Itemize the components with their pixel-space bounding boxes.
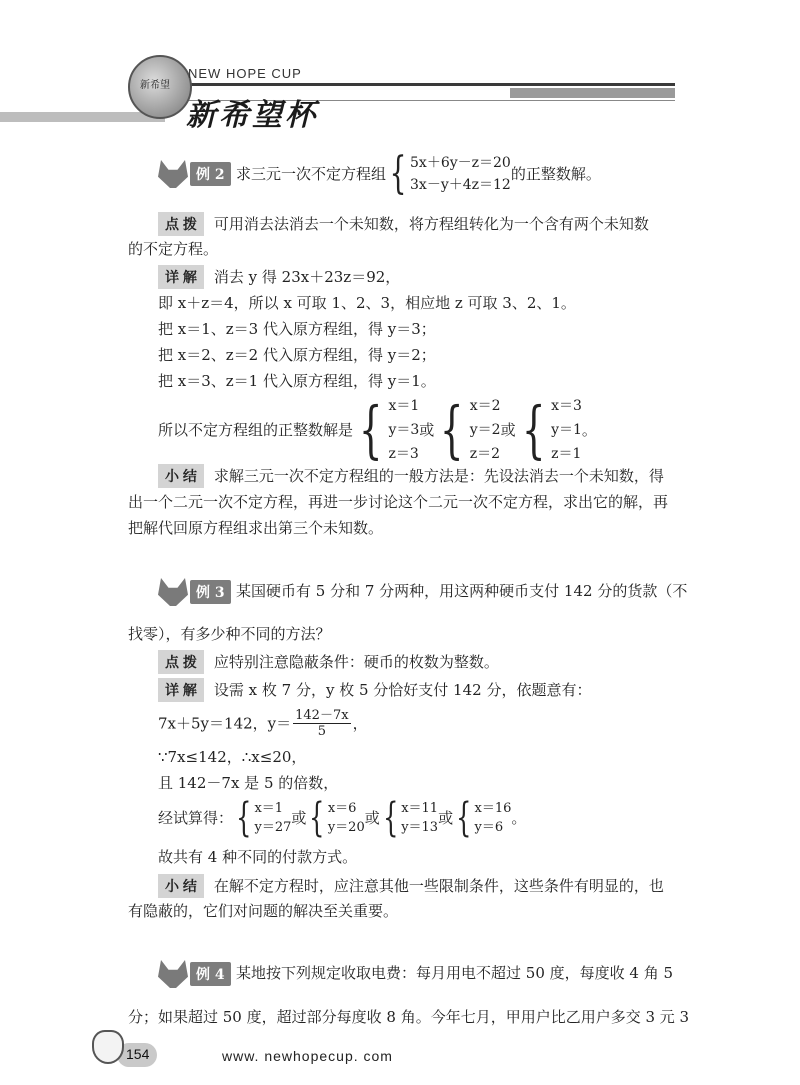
sol-row: y＝20: [327, 820, 365, 835]
sol-row: x＝11: [401, 801, 439, 816]
rabbit-icon: [92, 1030, 124, 1064]
equation-line: [158, 708, 368, 739]
detail-line: 把 x＝2、z＝2 代入原方程组，得 y＝2；: [158, 346, 436, 364]
detail-line: 把 x＝3、z＝1 代入原方程组，得 y＝1。: [158, 372, 436, 390]
sol-row: z＝2: [469, 446, 501, 462]
sol-row: x＝16: [474, 801, 512, 816]
fraction-numerator: 142－7x: [295, 708, 349, 723]
fox-icon: [158, 960, 188, 988]
header-rule: [175, 83, 675, 86]
equation-left: 7x＋5y＝142，y＝: [158, 714, 292, 733]
or-word: 或: [419, 421, 435, 439]
cup-name: NEW HOPE CUP: [188, 66, 302, 81]
solution-system: { x＝3 y＝1 z＝1: [521, 393, 582, 466]
detail-label: 详 解: [158, 265, 204, 289]
solution-system: { x＝11 y＝13: [382, 795, 439, 841]
hint-text: 可用消去法消去一个未知数，将方程组转化为一个含有两个未知数: [213, 215, 649, 233]
sol-row: y＝3: [388, 422, 420, 438]
summary-2: [158, 464, 664, 488]
example-4-question-cont: 分；如果超过 50 度，超过部分每度收 8 角。今年七月，甲用户比乙用户多交 3 元 3: [128, 1008, 690, 1026]
example-4-marker: [158, 960, 231, 988]
or-word: 或: [291, 809, 307, 827]
fraction-denominator: 5: [317, 724, 326, 739]
fox-icon: [158, 578, 188, 606]
solution-system: { x＝16 y＝6: [456, 795, 512, 841]
solution-2: [158, 394, 597, 466]
detail-2: [158, 265, 400, 289]
hint-2: [158, 212, 649, 236]
summary-label: 小 结: [158, 874, 204, 898]
fox-icon: [158, 160, 188, 188]
example-badge: 例 2: [190, 162, 231, 186]
detail-line: 设需 x 枚 7 分，y 枚 5 分恰好支付 142 分，依题意有：: [213, 681, 592, 699]
or-word: 或: [364, 809, 380, 827]
example-4-question: 某地按下列规定收取电费：每月用电不超过 50 度，每度收 4 角 5: [236, 964, 674, 982]
sol-row: y＝1: [551, 422, 582, 438]
or-word: 或: [500, 421, 516, 439]
detail-line: 且 142－7x 是 5 的倍数，: [158, 774, 339, 792]
trial-prefix: 经试算得：: [158, 809, 234, 827]
fraction: [293, 708, 350, 739]
summary-text: 求解三元一次不定方程组的一般方法是：先设法消去一个未知数，得: [213, 467, 664, 485]
summary-text: 有隐蔽的，它们对问题的解决至关重要。: [128, 902, 399, 920]
sol-row: x＝3: [551, 398, 582, 414]
detail-line: 把 x＝1、z＝3 代入原方程组，得 y＝3；: [158, 320, 436, 338]
example-2-question: [236, 148, 601, 199]
period: 。: [511, 809, 527, 827]
example-2-marker: [158, 160, 231, 188]
hint-text: 应特别注意隐蔽条件：硬币的枚数为整数。: [213, 653, 499, 671]
example-badge: 例 4: [190, 962, 231, 986]
question-text-end: 的正整数解。: [510, 165, 601, 183]
sol-row: x＝6: [327, 801, 357, 816]
sol-row: x＝2: [469, 398, 501, 414]
logo-text: 新希望: [140, 80, 170, 91]
detail-line: 即 x＋z＝4，所以 x 可取 1、2、3，相应地 z 可取 3、2、1。: [158, 294, 576, 312]
equation-1: 5x＋6y－z＝20: [410, 155, 511, 171]
example-3-question: 某国硬币有 5 分和 7 分两种，用这两种硬币支付 142 分的货款（不: [236, 582, 688, 600]
example-3-marker: [158, 578, 231, 606]
sol-row: z＝1: [551, 446, 582, 462]
sol-row: y＝13: [401, 820, 439, 835]
equation-2: 3x－y＋4z＝12: [410, 177, 511, 193]
example-3-question-cont: 找零），有多少种不同的方法？: [128, 625, 331, 643]
or-word: 或: [438, 809, 454, 827]
header-bar-left: [0, 112, 165, 122]
period: 。: [581, 421, 597, 439]
page-number: 154: [126, 1046, 150, 1062]
sol-row: x＝1: [254, 801, 284, 816]
solution-system: { x＝2 y＝2 z＝2: [440, 393, 501, 466]
hint-3: [158, 650, 499, 674]
trial-solutions: [158, 796, 526, 840]
solution-system: { x＝1 y＝27: [236, 795, 292, 841]
sol-row: y＝6: [474, 820, 504, 835]
footer-url: www. newhopecup. com: [222, 1048, 393, 1064]
detail-line: ∵7x≤142，∴x≤20，: [158, 748, 307, 766]
summary-text: 把解代回原方程组求出第三个未知数。: [128, 519, 384, 537]
page-title: 新希望杯: [186, 98, 318, 133]
sol-row: y＝27: [254, 820, 292, 835]
detail-3: [158, 678, 591, 702]
summary-text: 在解不定方程时，应注意其他一些限制条件，这些条件有明显的，也: [213, 877, 664, 895]
detail-label: 详 解: [158, 678, 204, 702]
summary-text: 出一个二元一次不定方程，再进一步讨论这个二元一次不定方程，求出它的解，再: [128, 493, 669, 511]
equation-system: { 5x＋6y－z＝20 3x－y＋4z＝12: [389, 148, 511, 199]
comma: ，: [352, 714, 368, 733]
solution-system: { x＝1 y＝3 z＝3: [358, 393, 420, 466]
sol-row: y＝2: [469, 422, 501, 438]
example-badge: 例 3: [190, 580, 231, 604]
detail-line: 消去 y 得 23x＋23z＝92，: [213, 268, 401, 286]
hint-label: 点 拨: [158, 212, 204, 236]
sol-row: z＝3: [388, 446, 419, 462]
summary-label: 小 结: [158, 464, 204, 488]
header-bar-right: [510, 88, 675, 98]
summary-3: [158, 874, 664, 898]
sol-row: x＝1: [388, 398, 420, 414]
hint-text-cont: 的不定方程。: [128, 240, 219, 258]
question-text: 求三元一次不定方程组: [236, 165, 387, 183]
hint-label: 点 拨: [158, 650, 204, 674]
solution-prefix: 所以不定方程组的正整数解是: [158, 421, 354, 439]
detail-line: 故共有 4 种不同的付款方式。: [158, 848, 358, 866]
solution-system: { x＝6 y＝20: [309, 795, 365, 841]
